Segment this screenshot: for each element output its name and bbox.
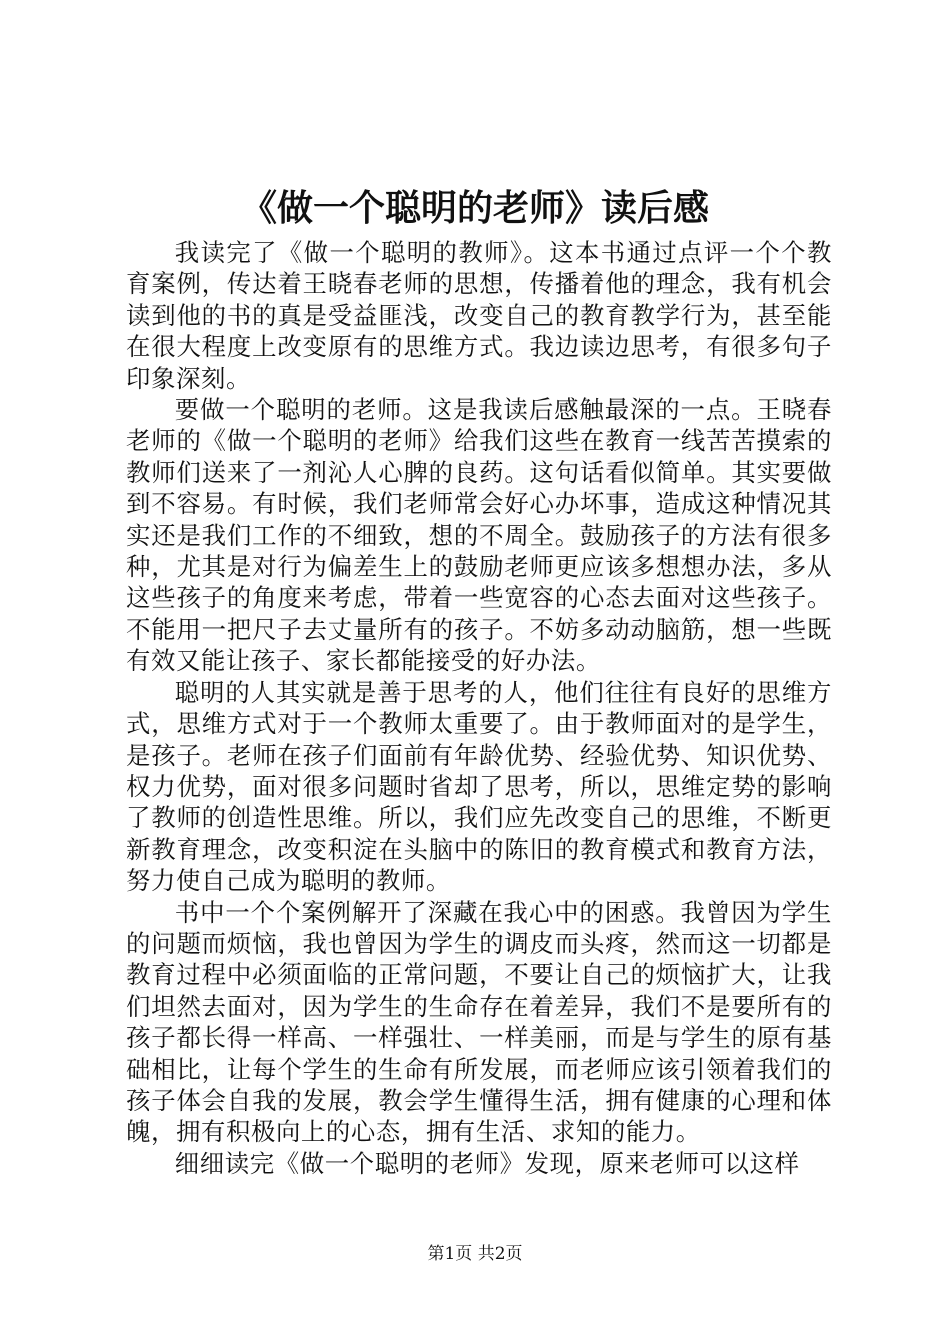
paragraph-1: 我读完了《做一个聪明的教师》。这本书通过点评一个个教育案例，传达着王晓春老师的思想，传播着他的理念，我有机会读到他的书的真是受益匪浅，改变自己的教育教学行为，甚至能在很大程度上改变原有的思维方式。我边读边思考，有很多句子印象深刻。 xyxy=(126,238,832,393)
document-body xyxy=(126,237,832,1179)
paragraph-2: 要做一个聪明的老师。这是我读后感触最深的一点。王晓春老师的《做一个聪明的老师》给我们这些在教育一线苦苦摸索的教师们送来了一剂沁人心脾的良药。这句话看似简单。其实要做到不容易。有时候，我们老师常会好心办坏事，造成这种情况其实还是我们工作的不细致，想的不周全。鼓励孩子的方法有很多种，尤其是对行为偏差生上的鼓励老师更应该多想想办法，多从这些孩子的角度来考虑，带着一些宽容的心态去面对这些孩子。不能用一把尺子去丈量所有的孩子。不妨多动动脑筋，想一些既有效又能让孩子、家长都能接受的好办法。 xyxy=(126,395,832,676)
paragraph-4: 书中一个个案例解开了深藏在我心中的困惑。我曾因为学生的问题而烦恼，我也曾因为学生的调皮而头疼，然而这一切都是教育过程中必须面临的正常问题，不要让自己的烦恼扩大，让我们坦然去面对，因为学生的生命存在着差异，我们不是要所有的孩子都长得一样高、一样强壮、一样美丽，而是与学生的原有基础相比，让每个学生的生命有所发展，而老师应该引领着我们的孩子体会自我的发展，教会学生懂得生活，拥有健康的心理和体魄，拥有积极向上的心态，拥有生活、求知的能力。 xyxy=(126,897,832,1147)
page-number-footer: 第1页 共2页 xyxy=(427,1244,523,1264)
paragraph-3: 聪明的人其实就是善于思考的人，他们往往有良好的思维方式，思维方式对于一个教师太重要了。由于教师面对的是学生，是孩子。老师在孩子们面前有年龄优势、经验优势、知识优势、权力优势，面对很多问题时省却了思考，所以，思维定势的影响了教师的创造性思维。所以，我们应先改变自己的思维，不断更新教育理念，改变积淀在头脑中的陈旧的教育模式和教育方法，努力使自己成为聪明的教师。 xyxy=(126,677,832,896)
paragraph-5: 细细读完《做一个聪明的老师》发现，原来老师可以这样 xyxy=(174,1148,800,1178)
document-title: 《做一个聪明的老师》读后感 xyxy=(240,187,709,229)
